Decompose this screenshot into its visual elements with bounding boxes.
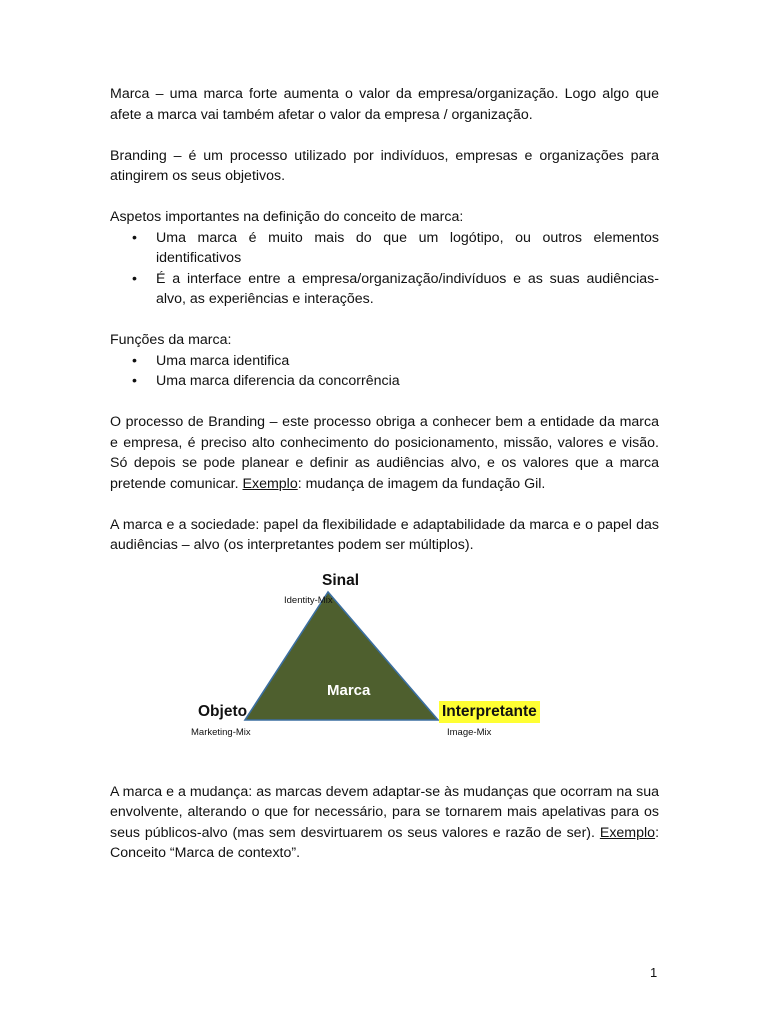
- label-identity-mix: Identity-Mix: [284, 594, 333, 606]
- list-item: • Uma marca diferencia da concorrência: [156, 371, 659, 392]
- label-marca: Marca: [327, 681, 371, 699]
- paragraph-mudanca: [110, 782, 659, 864]
- paragraph-text: :: [655, 824, 660, 841]
- label-interpretante: Interpretante: [439, 701, 540, 724]
- list-aspetos: [110, 228, 659, 310]
- paragraph-sociedade: A marca e a sociedade: papel da flexibilidade e adaptabilidade da marca e o papel das audiências – alvo (os interpretantes podem ser múltiplos).: [110, 516, 659, 553]
- paragraph-text: A marca e a mudança: as marcas devem adaptar-se às mudanças que ocorram na sua envolvente, alterando o que for necessário, para se tornarem mais apelativas para os seus públicos-alvo (mas sem desvirtuarem os seus valores e razão de ser).: [110, 783, 659, 841]
- paragraph-text: O processo de Branding – este processo obriga a conhecer bem a entidade da marca e empresa, é preciso alto conhecimento do posicionamento, missão, valores e visão. Só depois se pode planear e definir as audiências alvo, e os valores que a marca pretende comunicar.: [110, 414, 659, 492]
- document-body: [110, 84, 659, 864]
- paragraph-processo-branding: [110, 412, 659, 494]
- label-image-mix: Image-Mix: [447, 726, 492, 738]
- label-sinal: Sinal: [322, 571, 360, 589]
- paragraph-text: Conceito “Marca de contexto”.: [110, 845, 301, 861]
- exemplo-link[interactable]: Exemplo: [242, 475, 298, 492]
- list-funcoes: [110, 351, 659, 392]
- page-number: 1: [650, 965, 658, 980]
- list-item: • Uma marca é muito mais do que um logótipo, ou outros elementos identificativos: [156, 228, 659, 269]
- list-item: • É a interface entre a empresa/organização/indivíduos e as suas audiências-alvo, as experiências e interações.: [156, 269, 659, 310]
- heading-aspetos: Aspetos importantes na definição do conceito de marca:: [110, 209, 464, 225]
- label-objeto: Objeto: [198, 702, 248, 720]
- exemplo-link[interactable]: Exemplo: [599, 824, 656, 841]
- list-item: • Uma marca identifica: [156, 351, 659, 372]
- paragraph-marca: Marca – uma marca forte aumenta o valor da empresa/organização. Logo algo que afete a marca vai também afetar o valor da empresa / organização.: [110, 86, 659, 123]
- semiotic-triangle-diagram: [110, 566, 659, 766]
- paragraph-branding: Branding – é um processo utilizado por indivíduos, empresas e organizações para atingirem os seus objetivos.: [110, 147, 659, 184]
- paragraph-text: : mudança de imagem da fundação Gil.: [297, 475, 546, 492]
- heading-funcoes: Funções da marca:: [110, 332, 232, 348]
- label-marketing-mix: Marketing-Mix: [191, 726, 251, 738]
